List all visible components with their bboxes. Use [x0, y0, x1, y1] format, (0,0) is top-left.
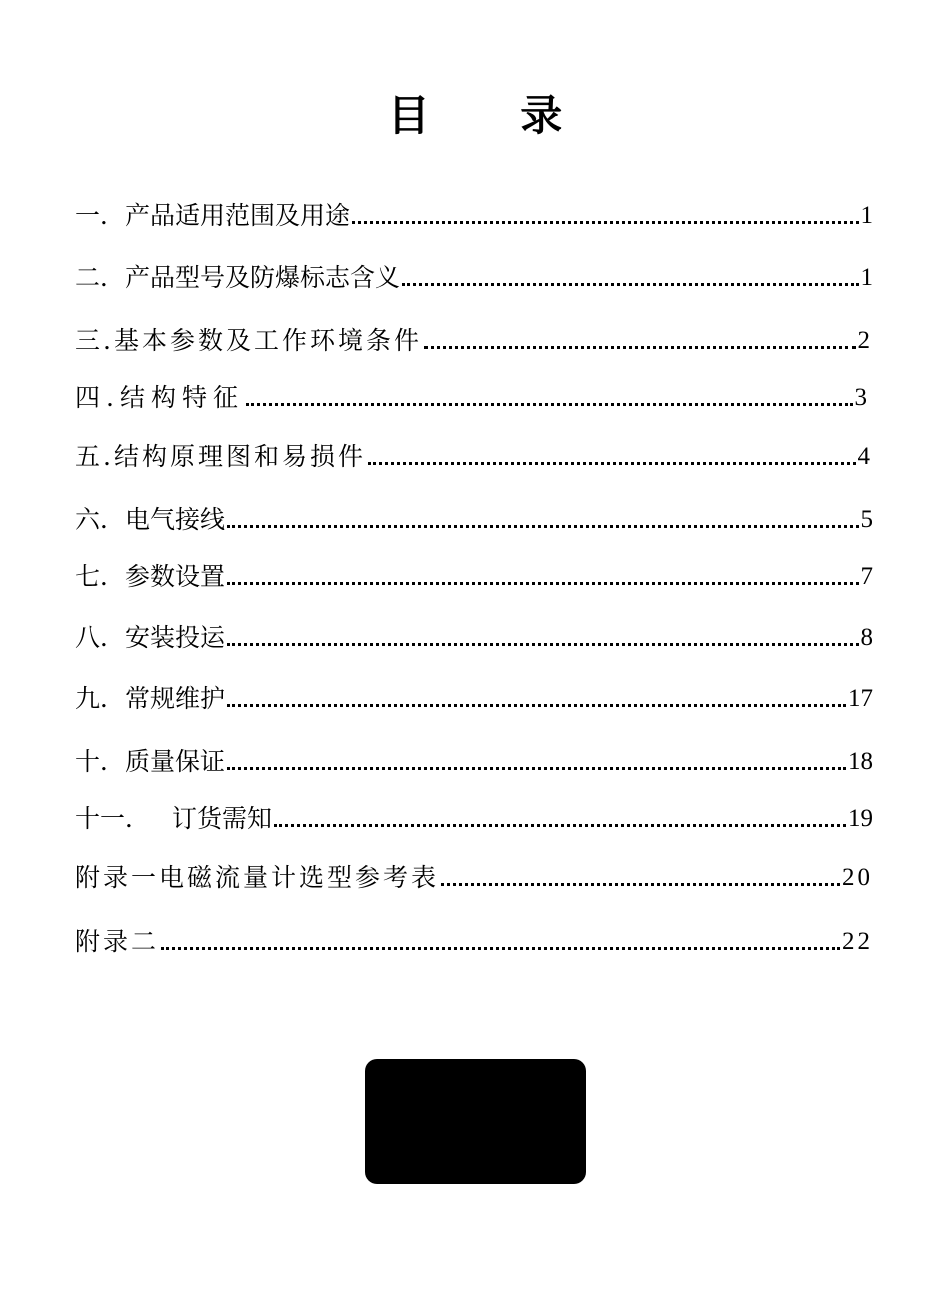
toc-entry-page: 19: [848, 805, 873, 832]
toc-entry[interactable]: [75, 618, 873, 654]
toc-entry[interactable]: [75, 557, 873, 593]
toc-entry-title: 基本参数及工作环境条件: [113, 326, 422, 355]
toc-entry[interactable]: [75, 378, 873, 414]
page-title: 目 录: [387, 91, 601, 140]
toc-entry-page: 7: [860, 563, 873, 590]
toc-entry[interactable]: [75, 321, 873, 357]
toc-entry-number: 八．: [75, 623, 126, 652]
toc-entry-number: 十．: [75, 747, 126, 776]
toc-entry-page: 3: [854, 384, 873, 411]
toc-dot-leader: [227, 525, 858, 528]
toc-entry[interactable]: [75, 679, 873, 715]
toc-entry[interactable]: [75, 196, 873, 232]
toc-entry[interactable]: [75, 858, 873, 894]
toc-entry-page: 1: [860, 202, 873, 229]
toc-dot-leader: [227, 643, 858, 646]
toc-entry-title: 电磁流量计选型参考表: [159, 863, 440, 892]
toc-dot-leader: [274, 824, 846, 827]
toc-dot-leader: [368, 462, 856, 465]
redaction-box: [365, 1059, 586, 1184]
toc-entry-number: 二．: [75, 263, 126, 292]
toc-entry-title: 订货需知: [172, 804, 273, 833]
toc-entry-page: 1: [860, 264, 873, 291]
toc-entry-page: 5: [860, 506, 873, 533]
toc-dot-leader: [246, 403, 853, 406]
toc-dot-leader: [227, 704, 846, 707]
toc-dot-leader: [424, 346, 856, 349]
toc-entry-page: 8: [860, 624, 873, 651]
toc-entry-number: 三.: [75, 326, 114, 355]
toc-entry-number: 四.: [75, 383, 120, 412]
toc-entry-title: 产品适用范围及用途: [125, 201, 351, 230]
toc-entry-title: 产品型号及防爆标志含义: [125, 263, 401, 292]
toc-entry-number: 六．: [75, 505, 126, 534]
toc-entry-title: 电气接线: [125, 505, 226, 534]
toc-entry[interactable]: [75, 799, 873, 835]
toc-entry-number: 九．: [75, 684, 126, 713]
toc-dot-leader: [161, 947, 840, 950]
toc-entry-page: 18: [848, 748, 873, 775]
toc-entry-title: 常规维护: [125, 684, 226, 713]
toc-entry-title: 安装投运: [125, 623, 226, 652]
toc-entry-number: 五.: [75, 442, 114, 471]
toc-entry-number: 附录一: [75, 863, 160, 892]
toc-entry-page: 22: [842, 928, 873, 955]
toc-entry-number: 一．: [75, 201, 126, 230]
toc-entry-title: 参数设置: [125, 562, 226, 591]
toc-entry[interactable]: [75, 437, 873, 473]
toc-entry[interactable]: [75, 500, 873, 536]
toc-dot-leader: [402, 283, 858, 286]
toc-dot-leader: [352, 221, 858, 224]
toc-entry-number: 七．: [75, 562, 126, 591]
toc-entry-title: 结构原理图和易损件: [113, 442, 366, 471]
toc-dot-leader: [227, 767, 846, 770]
toc-dot-leader: [227, 582, 858, 585]
toc-entry-page: 2: [857, 327, 873, 354]
toc-entry-page: 17: [848, 685, 873, 712]
toc-dot-leader: [441, 883, 840, 886]
toc-entry[interactable]: [75, 742, 873, 778]
toc-entry[interactable]: [75, 258, 873, 294]
toc-entry[interactable]: [75, 922, 873, 958]
toc-entry-page: 4: [857, 443, 873, 470]
toc-entry-number: 附录二: [75, 927, 160, 956]
toc-entry-page: 20: [842, 864, 873, 891]
toc-entry-title: 质量保证: [125, 747, 226, 776]
toc-entry-title: 结构特征: [119, 383, 244, 412]
toc-entry-number: 十一．: [75, 804, 151, 833]
